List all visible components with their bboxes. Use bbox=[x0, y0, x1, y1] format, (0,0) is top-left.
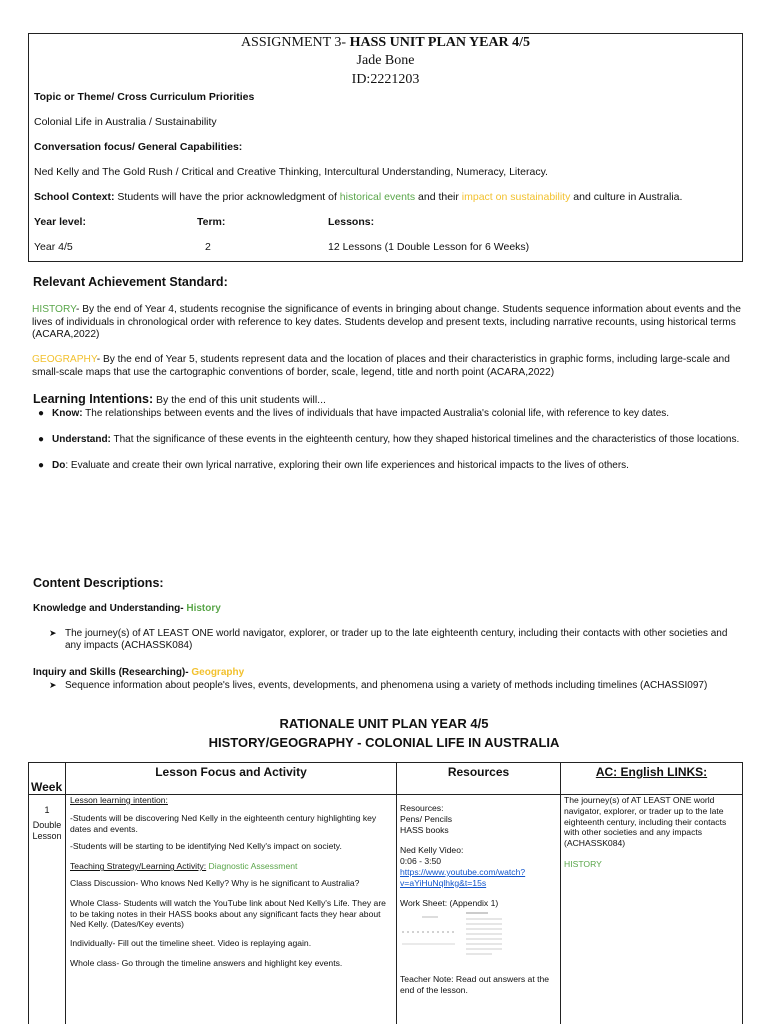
res-5: 0:06 - 3:50 bbox=[400, 856, 442, 867]
context-impact: impact on sustainability bbox=[461, 191, 571, 203]
year-label: Year level: bbox=[34, 216, 86, 228]
activity-2: Whole Class- Students will watch the YouTube link about Ned Kelly's Life. They are to be taking notes in their HASS books about any significant facts they hear about Ned Kelly. (Dates/Key events) bbox=[70, 897, 386, 930]
learning-intentions bbox=[33, 392, 326, 406]
week-type-2: Lesson bbox=[32, 830, 62, 841]
school-context bbox=[34, 191, 682, 203]
context-historical-events: historical events bbox=[339, 191, 416, 203]
topic-label: Topic or Theme/ Cross Curriculum Priorities bbox=[34, 91, 255, 103]
unit-plan-table bbox=[28, 762, 743, 1024]
week-header: Week bbox=[31, 780, 63, 794]
activity-3: Individually- Fill out the timeline sheet. Video is replaying again. bbox=[70, 938, 312, 949]
context-text-3: and culture in Australia. bbox=[570, 191, 683, 203]
week-type-1: Double bbox=[32, 819, 62, 830]
is-tag: Geography bbox=[191, 667, 245, 678]
arrow-bullet-icon: ➤ bbox=[49, 628, 57, 638]
intention-understand bbox=[38, 434, 740, 446]
assignment-title bbox=[29, 35, 742, 51]
intention-do bbox=[38, 460, 740, 472]
understand-label: Understand: bbox=[52, 434, 111, 445]
geography-text: - By the end of Year 5, students represent data and the location of places and their characteristics in graphic forms, including large-scale and small-scale maps that use the cartographic conventions of border, scale, legend, title and north point (ACARA,2022) bbox=[32, 354, 730, 378]
activity-4: Whole class- Go through the timeline answers and highlight key events. bbox=[70, 957, 343, 968]
ku-item-text: The journey(s) of AT LEAST ONE world navigator, explorer, or trader up to the late eighteenth century, including their contacts with other societies and any impacts (ACHASSK084) bbox=[65, 628, 728, 651]
teacher-note: Teacher Note: Read out answers at the end of the lesson. bbox=[400, 974, 550, 996]
is-item-text: Sequence information about people's lives, events, developments, and phenomena using a variety of methods including timelines (ACHASSI097) bbox=[65, 680, 708, 691]
bullet-icon: ● bbox=[38, 434, 45, 445]
history-text: - By the end of Year 4, students recognise the significance of events in bringing about change. Students sequence information about events and the lives of individuals in chronological order with reference to key dates. Students develop and present texts, including narrative recounts, using historical terms (ACARA,2022) bbox=[32, 304, 741, 341]
resources-cell bbox=[396, 794, 560, 1024]
bullet-icon: ● bbox=[38, 408, 45, 419]
res-3: HASS books bbox=[400, 824, 449, 835]
arrow-bullet-icon: ➤ bbox=[49, 680, 57, 690]
header-box bbox=[28, 33, 743, 262]
context-label: School Context: bbox=[34, 191, 115, 203]
ts-label: Teaching Strategy/Learning Activity: bbox=[70, 861, 207, 872]
timeline-worksheet-icon bbox=[400, 914, 460, 958]
lessons-value: 12 Lessons (1 Double Lesson for 6 Weeks) bbox=[328, 241, 530, 253]
geography-standard bbox=[32, 354, 742, 379]
knowledge-understanding-label bbox=[33, 603, 221, 614]
res-2: Pens/ Pencils bbox=[400, 813, 453, 824]
term-value: 2 bbox=[205, 241, 211, 253]
video-link-1[interactable]: https://www.youtube.com/watch? bbox=[400, 866, 526, 877]
intentions-lead: By the end of this unit students will... bbox=[153, 394, 326, 406]
week-number: 1 bbox=[44, 805, 50, 815]
english-links-cell bbox=[560, 794, 743, 1024]
context-text-1: Students will have the prior acknowledgment of bbox=[114, 191, 340, 203]
know-text: The relationships between events and the lives of individuals that have impacted Australia's colonial life, with reference to key dates. bbox=[82, 408, 670, 419]
res-4: Ned Kelly Video: bbox=[400, 845, 464, 856]
term-label: Term: bbox=[197, 216, 226, 228]
bullet-icon: ● bbox=[38, 460, 45, 471]
focus-label: Conversation focus/ General Capabilities: bbox=[34, 141, 243, 153]
history-tag: HISTORY bbox=[32, 304, 76, 315]
author-name: Jade Bone bbox=[356, 53, 415, 68]
intentions-heading: Learning Intentions: bbox=[33, 392, 154, 406]
worksheet-label: Work Sheet: (Appendix 1) bbox=[400, 897, 499, 908]
video-link-2[interactable]: v=aYiHuNqlhkg&t=15s bbox=[400, 877, 487, 888]
ku-tag: History bbox=[186, 603, 221, 614]
english-link-text: The journey(s) of AT LEAST ONE world navigator, explorer, or trader up to the late eighteenth century, including their contacts with other societies and any impacts (ACHASSK084) bbox=[564, 795, 727, 849]
understand-text: That the significance of these events in the eighteenth century, how they shaped historical timelines and the characteristics of those locations. bbox=[110, 434, 740, 445]
ku-label: Knowledge and Understanding- bbox=[33, 603, 187, 614]
ts-tag: Diagnostic Assessment bbox=[206, 861, 298, 872]
history-standard bbox=[32, 304, 742, 342]
achievement-heading: Relevant Achievement Standard: bbox=[33, 275, 228, 289]
content-heading: Content Descriptions: bbox=[33, 576, 164, 590]
worksheet-thumbnails bbox=[400, 914, 557, 962]
geography-tag: GEOGRAPHY bbox=[32, 354, 97, 365]
do-text: : Evaluate and create their own lyrical narrative, exploring their own life experiences and historical impacts to the lives of others. bbox=[65, 460, 629, 471]
rationale-title-2: HISTORY/GEOGRAPHY - COLONIAL LIFE IN AUSTRALIA bbox=[208, 735, 560, 750]
res-1: Resources: bbox=[400, 803, 444, 813]
focus-value: Ned Kelly and The Gold Rush / Critical and Creative Thinking, Intercultural Understanding, Numeracy, Literacy. bbox=[34, 166, 548, 178]
do-label: Do bbox=[52, 460, 66, 471]
is-label: Inquiry and Skills (Researching)- bbox=[33, 667, 192, 678]
is-item bbox=[49, 680, 740, 692]
lesson-focus-cell bbox=[65, 794, 396, 1024]
student-id: ID:2221203 bbox=[351, 72, 420, 87]
title-prefix: ASSIGNMENT 3- bbox=[240, 35, 350, 50]
lli-2: -Students will be starting to be identifying Ned Kelly's impact on society. bbox=[70, 841, 342, 852]
lli-1: -Students will be discovering Ned Kelly in the eighteenth century highlighting key dates and events. bbox=[70, 812, 377, 834]
title-main: HASS UNIT PLAN YEAR 4/5 bbox=[349, 35, 531, 50]
know-label: Know: bbox=[52, 408, 83, 419]
week-header-cell bbox=[28, 762, 65, 794]
year-value: Year 4/5 bbox=[34, 241, 73, 253]
resources-header: Resources bbox=[396, 762, 560, 794]
rationale-title-1: RATIONALE UNIT PLAN YEAR 4/5 bbox=[279, 716, 489, 731]
english-link-tag: HISTORY bbox=[564, 858, 602, 869]
intention-know bbox=[38, 408, 740, 420]
teaching-strategy bbox=[70, 861, 392, 872]
english-links-header: AC: English LINKS: bbox=[560, 762, 743, 794]
ku-item bbox=[49, 628, 740, 651]
week-1-cell bbox=[28, 794, 65, 1024]
context-text-2: and their bbox=[415, 191, 462, 203]
activity-1: Class Discussion- Who knows Ned Kelly? Why is he significant to Australia? bbox=[70, 877, 360, 888]
lessons-label: Lessons: bbox=[328, 216, 375, 228]
fact-sheet-icon bbox=[462, 910, 506, 958]
focus-header: Lesson Focus and Activity bbox=[65, 762, 396, 794]
topic-value: Colonial Life in Australia / Sustainability bbox=[34, 116, 217, 128]
lli-label: Lesson learning intention: bbox=[70, 795, 168, 805]
inquiry-skills-label bbox=[33, 667, 244, 678]
